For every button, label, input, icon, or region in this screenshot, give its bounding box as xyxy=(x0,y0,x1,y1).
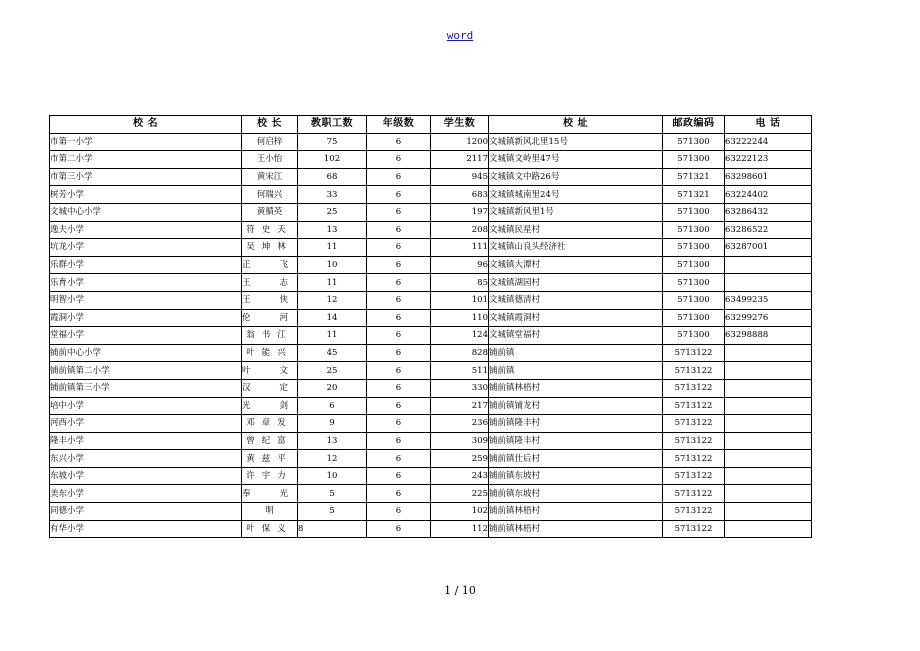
principal-cell: 黄兹平 xyxy=(242,450,298,468)
school-name-cell: 明智小学 xyxy=(50,291,242,309)
grade-count-cell: 6 xyxy=(367,133,431,151)
school-name-cell: 逸夫小学 xyxy=(50,221,242,239)
header-student-count: 学生数 xyxy=(431,116,489,134)
header-school-name: 校 名 xyxy=(50,116,242,134)
grade-count-cell: 6 xyxy=(367,168,431,186)
phone-cell xyxy=(725,503,812,521)
address-cell: 文城镇德清村 xyxy=(489,291,663,309)
address-cell: 文城镇山良头经济社 xyxy=(489,239,663,257)
table-row xyxy=(50,379,812,397)
address-cell: 铺前镇 xyxy=(489,344,663,362)
grade-count-cell: 6 xyxy=(367,327,431,345)
postal-code-cell: 571300 xyxy=(663,239,725,257)
staff-count-cell: 33 xyxy=(298,186,367,204)
staff-count-cell: 75 xyxy=(298,133,367,151)
staff-count-cell: 11 xyxy=(298,274,367,292)
postal-code-cell: 571300 xyxy=(663,151,725,169)
staff-count-cell: 13 xyxy=(298,221,367,239)
table-row xyxy=(50,344,812,362)
phone-cell xyxy=(725,467,812,485)
address-cell: 铺前镇隆丰村 xyxy=(489,432,663,450)
staff-count-cell: 25 xyxy=(298,203,367,221)
address-cell: 文城镇文岭里47号 xyxy=(489,151,663,169)
principal-cell: 王 志 xyxy=(242,274,298,292)
address-cell: 铺前镇林梧村 xyxy=(489,503,663,521)
staff-count-cell: 8 xyxy=(298,520,367,538)
table-row xyxy=(50,327,812,345)
principal-cell: 符史天 xyxy=(242,221,298,239)
school-name-cell: 文城中心小学 xyxy=(50,203,242,221)
phone-cell: 63287001 xyxy=(725,239,812,257)
table-row xyxy=(50,485,812,503)
grade-count-cell: 6 xyxy=(367,186,431,204)
table-row xyxy=(50,397,812,415)
principal-cell: 叶保义 xyxy=(242,520,298,538)
phone-cell xyxy=(725,256,812,274)
school-name-cell: 有华小学 xyxy=(50,520,242,538)
principal-cell: 王 侠 xyxy=(242,291,298,309)
staff-count-cell: 68 xyxy=(298,168,367,186)
table-row xyxy=(50,520,812,538)
table-row xyxy=(50,256,812,274)
header-postal-code: 邮政编码 xyxy=(663,116,725,134)
student-count-cell: 197 xyxy=(431,203,489,221)
grade-count-cell: 6 xyxy=(367,239,431,257)
staff-count-cell: 6 xyxy=(298,397,367,415)
page-number: 1 / 10 xyxy=(444,584,476,597)
school-directory-table xyxy=(49,115,812,538)
table-row xyxy=(50,432,812,450)
school-name-cell: 乐育小学 xyxy=(50,274,242,292)
address-cell: 铺前镇仕后村 xyxy=(489,450,663,468)
student-count-cell: 102 xyxy=(431,503,489,521)
postal-code-cell: 571300 xyxy=(663,203,725,221)
grade-count-cell: 6 xyxy=(367,151,431,169)
postal-code-cell: 5713122 xyxy=(663,450,725,468)
table-row xyxy=(50,503,812,521)
school-name-cell: 树芳小学 xyxy=(50,186,242,204)
table-row xyxy=(50,151,812,169)
principal-cell: 叶能兴 xyxy=(242,344,298,362)
principal-cell: 黄循英 xyxy=(242,203,298,221)
table-row xyxy=(50,291,812,309)
student-count-cell: 112 xyxy=(431,520,489,538)
phone-cell: 63298888 xyxy=(725,327,812,345)
school-name-cell: 美东小学 xyxy=(50,485,242,503)
phone-cell: 63224402 xyxy=(725,186,812,204)
table-row xyxy=(50,203,812,221)
postal-code-cell: 571321 xyxy=(663,186,725,204)
staff-count-cell: 25 xyxy=(298,362,367,380)
student-count-cell: 110 xyxy=(431,309,489,327)
principal-cell: 何瑞兴 xyxy=(242,186,298,204)
principal-cell: 邓章发 xyxy=(242,415,298,433)
grade-count-cell: 6 xyxy=(367,432,431,450)
grade-count-cell: 6 xyxy=(367,520,431,538)
address-cell: 铺前镇东坡村 xyxy=(489,467,663,485)
student-count-cell: 208 xyxy=(431,221,489,239)
address-cell: 文城镇堂福村 xyxy=(489,327,663,345)
address-cell: 铺前镇东坡村 xyxy=(489,485,663,503)
student-count-cell: 945 xyxy=(431,168,489,186)
grade-count-cell: 6 xyxy=(367,221,431,239)
postal-code-cell: 571300 xyxy=(663,291,725,309)
phone-cell xyxy=(725,379,812,397)
header-phone: 电 话 xyxy=(725,116,812,134)
student-count-cell: 259 xyxy=(431,450,489,468)
address-cell: 文城镇新风里1号 xyxy=(489,203,663,221)
principal-cell: 正 飞 xyxy=(242,256,298,274)
principal-cell: 曾纪富 xyxy=(242,432,298,450)
phone-cell xyxy=(725,450,812,468)
staff-count-cell: 102 xyxy=(298,151,367,169)
grade-count-cell: 6 xyxy=(367,291,431,309)
grade-count-cell: 6 xyxy=(367,503,431,521)
table-row xyxy=(50,239,812,257)
table-row xyxy=(50,133,812,151)
phone-cell xyxy=(725,520,812,538)
address-cell: 铺前镇 xyxy=(489,362,663,380)
address-cell: 铺前镇隆丰村 xyxy=(489,415,663,433)
header-staff-count: 教职工数 xyxy=(298,116,367,134)
staff-count-cell: 10 xyxy=(298,256,367,274)
postal-code-cell: 571300 xyxy=(663,221,725,239)
school-name-cell: 同德小学 xyxy=(50,503,242,521)
school-name-cell: 坑龙小学 xyxy=(50,239,242,257)
principal-cell: 许宇力 xyxy=(242,467,298,485)
grade-count-cell: 6 xyxy=(367,203,431,221)
postal-code-cell: 571300 xyxy=(663,309,725,327)
postal-code-cell: 5713122 xyxy=(663,379,725,397)
student-count-cell: 2117 xyxy=(431,151,489,169)
school-name-cell: 培中小学 xyxy=(50,397,242,415)
table-header-row xyxy=(50,116,812,134)
school-name-cell: 市第一小学 xyxy=(50,133,242,151)
postal-code-cell: 571300 xyxy=(663,327,725,345)
principal-cell: 何启梓 xyxy=(242,133,298,151)
header-address: 校 址 xyxy=(489,116,663,134)
phone-cell xyxy=(725,362,812,380)
postal-code-cell: 571300 xyxy=(663,133,725,151)
principal-cell: 汉 定 xyxy=(242,379,298,397)
principal-cell: 伦 河 xyxy=(242,309,298,327)
phone-cell: 63222244 xyxy=(725,133,812,151)
principal-cell: 奉 光 xyxy=(242,485,298,503)
school-name-cell: 市第三小学 xyxy=(50,168,242,186)
table-row xyxy=(50,415,812,433)
address-cell: 文城镇民星村 xyxy=(489,221,663,239)
principal-cell: 吴坤林 xyxy=(242,239,298,257)
postal-code-cell: 5713122 xyxy=(663,520,725,538)
staff-count-cell: 45 xyxy=(298,344,367,362)
staff-count-cell: 10 xyxy=(298,467,367,485)
grade-count-cell: 6 xyxy=(367,450,431,468)
school-name-cell: 东兴小学 xyxy=(50,450,242,468)
postal-code-cell: 5713122 xyxy=(663,344,725,362)
grade-count-cell: 6 xyxy=(367,362,431,380)
principal-cell: 王小怡 xyxy=(242,151,298,169)
student-count-cell: 225 xyxy=(431,485,489,503)
table-row xyxy=(50,221,812,239)
phone-cell xyxy=(725,485,812,503)
student-count-cell: 309 xyxy=(431,432,489,450)
student-count-cell: 101 xyxy=(431,291,489,309)
address-cell: 文城镇城南里24号 xyxy=(489,186,663,204)
phone-cell: 63222123 xyxy=(725,151,812,169)
postal-code-cell: 5713122 xyxy=(663,467,725,485)
school-name-cell: 铺前镇第二小学 xyxy=(50,362,242,380)
principal-cell: 黄宋江 xyxy=(242,168,298,186)
phone-cell xyxy=(725,432,812,450)
staff-count-cell: 5 xyxy=(298,503,367,521)
school-name-cell: 隆丰小学 xyxy=(50,432,242,450)
school-name-cell: 铺前镇第三小学 xyxy=(50,379,242,397)
grade-count-cell: 6 xyxy=(367,274,431,292)
staff-count-cell: 9 xyxy=(298,415,367,433)
grade-count-cell: 6 xyxy=(367,397,431,415)
phone-cell: 63499235 xyxy=(725,291,812,309)
grade-count-cell: 6 xyxy=(367,467,431,485)
student-count-cell: 828 xyxy=(431,344,489,362)
school-name-cell: 霞洞小学 xyxy=(50,309,242,327)
table-row xyxy=(50,274,812,292)
phone-cell: 63298601 xyxy=(725,168,812,186)
staff-count-cell: 11 xyxy=(298,239,367,257)
grade-count-cell: 6 xyxy=(367,415,431,433)
phone-cell xyxy=(725,344,812,362)
school-name-cell: 铺前中心小学 xyxy=(50,344,242,362)
grade-count-cell: 6 xyxy=(367,309,431,327)
postal-code-cell: 5713122 xyxy=(663,485,725,503)
student-count-cell: 85 xyxy=(431,274,489,292)
school-name-cell: 东坡小学 xyxy=(50,467,242,485)
student-count-cell: 111 xyxy=(431,239,489,257)
phone-cell: 63286522 xyxy=(725,221,812,239)
school-name-cell: 市第二小学 xyxy=(50,151,242,169)
student-count-cell: 243 xyxy=(431,467,489,485)
student-count-cell: 683 xyxy=(431,186,489,204)
address-cell: 铺前镇林梧村 xyxy=(489,379,663,397)
address-cell: 铺前镇林梧村 xyxy=(489,520,663,538)
grade-count-cell: 6 xyxy=(367,344,431,362)
staff-count-cell: 5 xyxy=(298,485,367,503)
staff-count-cell: 20 xyxy=(298,379,367,397)
school-name-cell: 河西小学 xyxy=(50,415,242,433)
postal-code-cell: 571321 xyxy=(663,168,725,186)
postal-code-cell: 571300 xyxy=(663,256,725,274)
principal-cell: 光 剑 xyxy=(242,397,298,415)
postal-code-cell: 5713122 xyxy=(663,432,725,450)
phone-cell: 63286432 xyxy=(725,203,812,221)
table-row xyxy=(50,467,812,485)
header-grade-count: 年级数 xyxy=(367,116,431,134)
postal-code-cell: 571300 xyxy=(663,274,725,292)
address-cell: 文城镇大潭村 xyxy=(489,256,663,274)
school-name-cell: 堂福小学 xyxy=(50,327,242,345)
grade-count-cell: 6 xyxy=(367,256,431,274)
address-cell: 文城镇霞洞村 xyxy=(489,309,663,327)
table-row xyxy=(50,362,812,380)
phone-cell xyxy=(725,415,812,433)
student-count-cell: 236 xyxy=(431,415,489,433)
student-count-cell: 1200 xyxy=(431,133,489,151)
student-count-cell: 96 xyxy=(431,256,489,274)
student-count-cell: 124 xyxy=(431,327,489,345)
phone-cell xyxy=(725,274,812,292)
student-count-cell: 217 xyxy=(431,397,489,415)
table-row xyxy=(50,309,812,327)
table-row xyxy=(50,186,812,204)
address-cell: 文城镇湖园村 xyxy=(489,274,663,292)
principal-cell: 叶 文 xyxy=(242,362,298,380)
address-cell: 文城镇新风北里15号 xyxy=(489,133,663,151)
staff-count-cell: 12 xyxy=(298,450,367,468)
postal-code-cell: 5713122 xyxy=(663,362,725,380)
postal-code-cell: 5713122 xyxy=(663,415,725,433)
staff-count-cell: 12 xyxy=(298,291,367,309)
address-cell: 文城镇文中路26号 xyxy=(489,168,663,186)
table-row xyxy=(50,168,812,186)
table-row xyxy=(50,450,812,468)
phone-cell xyxy=(725,397,812,415)
postal-code-cell: 5713122 xyxy=(663,397,725,415)
school-name-cell: 乐群小学 xyxy=(50,256,242,274)
staff-count-cell: 13 xyxy=(298,432,367,450)
principal-cell: 翁书江 xyxy=(242,327,298,345)
postal-code-cell: 5713122 xyxy=(663,503,725,521)
staff-count-cell: 14 xyxy=(298,309,367,327)
student-count-cell: 330 xyxy=(431,379,489,397)
principal-cell: 明 xyxy=(242,503,298,521)
staff-count-cell: 11 xyxy=(298,327,367,345)
student-count-cell: 511 xyxy=(431,362,489,380)
header-link[interactable]: word xyxy=(446,29,474,42)
phone-cell: 63299276 xyxy=(725,309,812,327)
grade-count-cell: 6 xyxy=(367,379,431,397)
header-principal: 校 长 xyxy=(242,116,298,134)
grade-count-cell: 6 xyxy=(367,485,431,503)
address-cell: 铺前镇铺龙村 xyxy=(489,397,663,415)
